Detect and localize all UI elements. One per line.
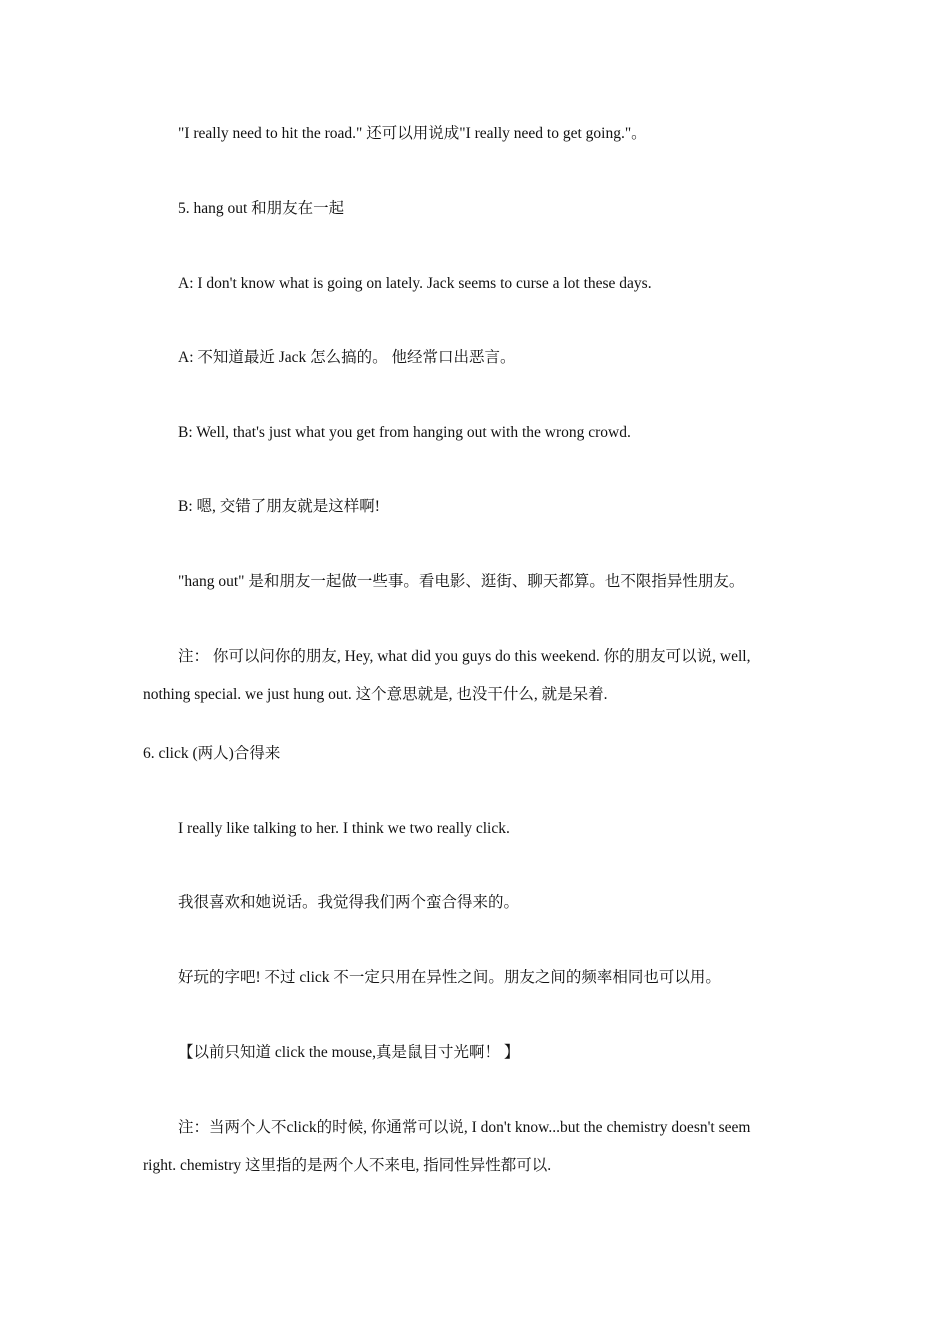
- text-line-road: "I really need to hit the road." 还可以用说成"I really need to get going."。: [178, 125, 647, 142]
- note-click-line1: 注：当两个人不click的时候, 你通常可以说, I don't know...but the chemistry doesn't seem: [178, 1119, 751, 1136]
- hang-out-explanation: "hang out" 是和朋友一起做一些事。看电影、逛街、聊天都算。也不限指异性朋友。: [178, 573, 745, 590]
- heading-click: 6. click (两人)合得来: [143, 745, 281, 762]
- note-hang-out-line1: 注： 你可以问你的朋友, Hey, what did you guys do this weekend. 你的朋友可以说, well,: [178, 648, 751, 665]
- click-explanation: 好玩的字吧! 不过 click 不一定只用在异性之间。朋友之间的频率相同也可以用。: [178, 969, 721, 986]
- dialog-b-chinese: B: 嗯, 交错了朋友就是这样啊!: [178, 498, 380, 515]
- dialog-a-chinese: A: 不知道最近 Jack 怎么搞的。 他经常口出恶言。: [178, 349, 516, 366]
- dialog-b-english: B: Well, that's just what you get from hanging out with the wrong crowd.: [178, 424, 631, 441]
- click-example-chinese: 我很喜欢和她说话。我觉得我们两个蛮合得来的。: [178, 894, 520, 911]
- click-bracket-remark: 【以前只知道 click the mouse,真是鼠目寸光啊！ 】: [178, 1044, 520, 1061]
- click-example-english: I really like talking to her. I think we two really click.: [178, 820, 510, 837]
- note-hang-out-line2: nothing special. we just hung out. 这个意思就是, 也没干什么, 就是呆着.: [143, 686, 608, 703]
- dialog-a-english: A: I don't know what is going on lately. Jack seems to curse a lot these days.: [178, 275, 652, 292]
- note-click-line2: right. chemistry 这里指的是两个人不来电, 指同性异性都可以.: [143, 1157, 552, 1174]
- heading-hang-out: 5. hang out 和朋友在一起: [178, 200, 345, 217]
